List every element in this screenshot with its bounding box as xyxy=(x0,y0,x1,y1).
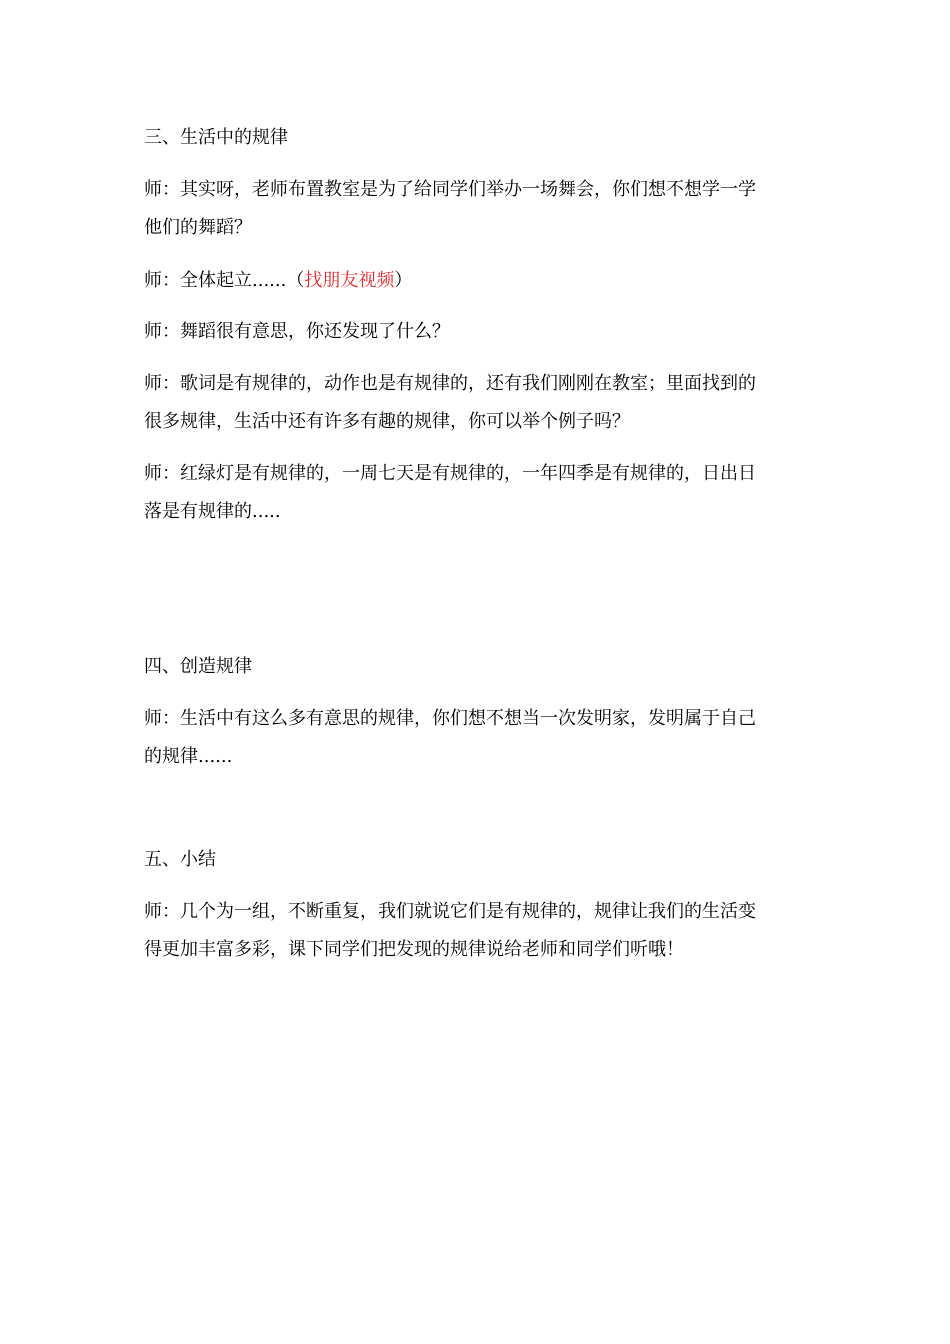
section-4-paragraph-1-line-1: 师：生活中有这么多有意思的规律，你们想不想当一次发明家，发明属于自己 xyxy=(144,708,756,729)
section-3-paragraph-4-line-1: 师：歌词是有规律的，动作也是有规律的，还有我们刚刚在教室；里面找到的 xyxy=(144,373,756,394)
paragraph-2-text: 师：全体起立......（ xyxy=(144,270,305,291)
section-5-paragraph-1-line-2: 得更加丰富多彩，课下同学们把发现的规律说给老师和同学们听哦！ xyxy=(144,939,684,960)
section-5-paragraph-1-line-1: 师：几个为一组，不断重复，我们就说它们是有规律的，规律让我们的生活变 xyxy=(144,901,756,922)
section-4-heading: 四、创造规律 xyxy=(144,656,252,677)
video-reference-highlight: 找朋友视频 xyxy=(304,270,395,291)
section-3-paragraph-4-line-2: 很多规律，生活中还有许多有趣的规律，你可以举个例子吗？ xyxy=(144,411,630,432)
section-3-heading: 三、生活中的规律 xyxy=(144,127,288,148)
section-4-paragraph-1-line-2: 的规律...... xyxy=(144,746,233,767)
section-3-paragraph-1-line-1: 师：其实呀，老师布置教室是为了给同学们举办一场舞会，你们想不想学一学 xyxy=(144,179,756,200)
paragraph-2-close-paren: ） xyxy=(394,270,413,291)
section-3-paragraph-3: 师：舞蹈很有意思，你还发现了什么？ xyxy=(144,321,450,342)
section-3-paragraph-2 xyxy=(144,262,824,300)
section-3-paragraph-5-line-2: 落是有规律的..... xyxy=(144,501,281,522)
section-3-paragraph-1-line-2: 他们的舞蹈？ xyxy=(144,217,252,238)
section-3-paragraph-5-line-1: 师：红绿灯是有规律的，一周七天是有规律的，一年四季是有规律的，日出日 xyxy=(144,463,756,484)
section-5-heading: 五、小结 xyxy=(144,849,216,870)
